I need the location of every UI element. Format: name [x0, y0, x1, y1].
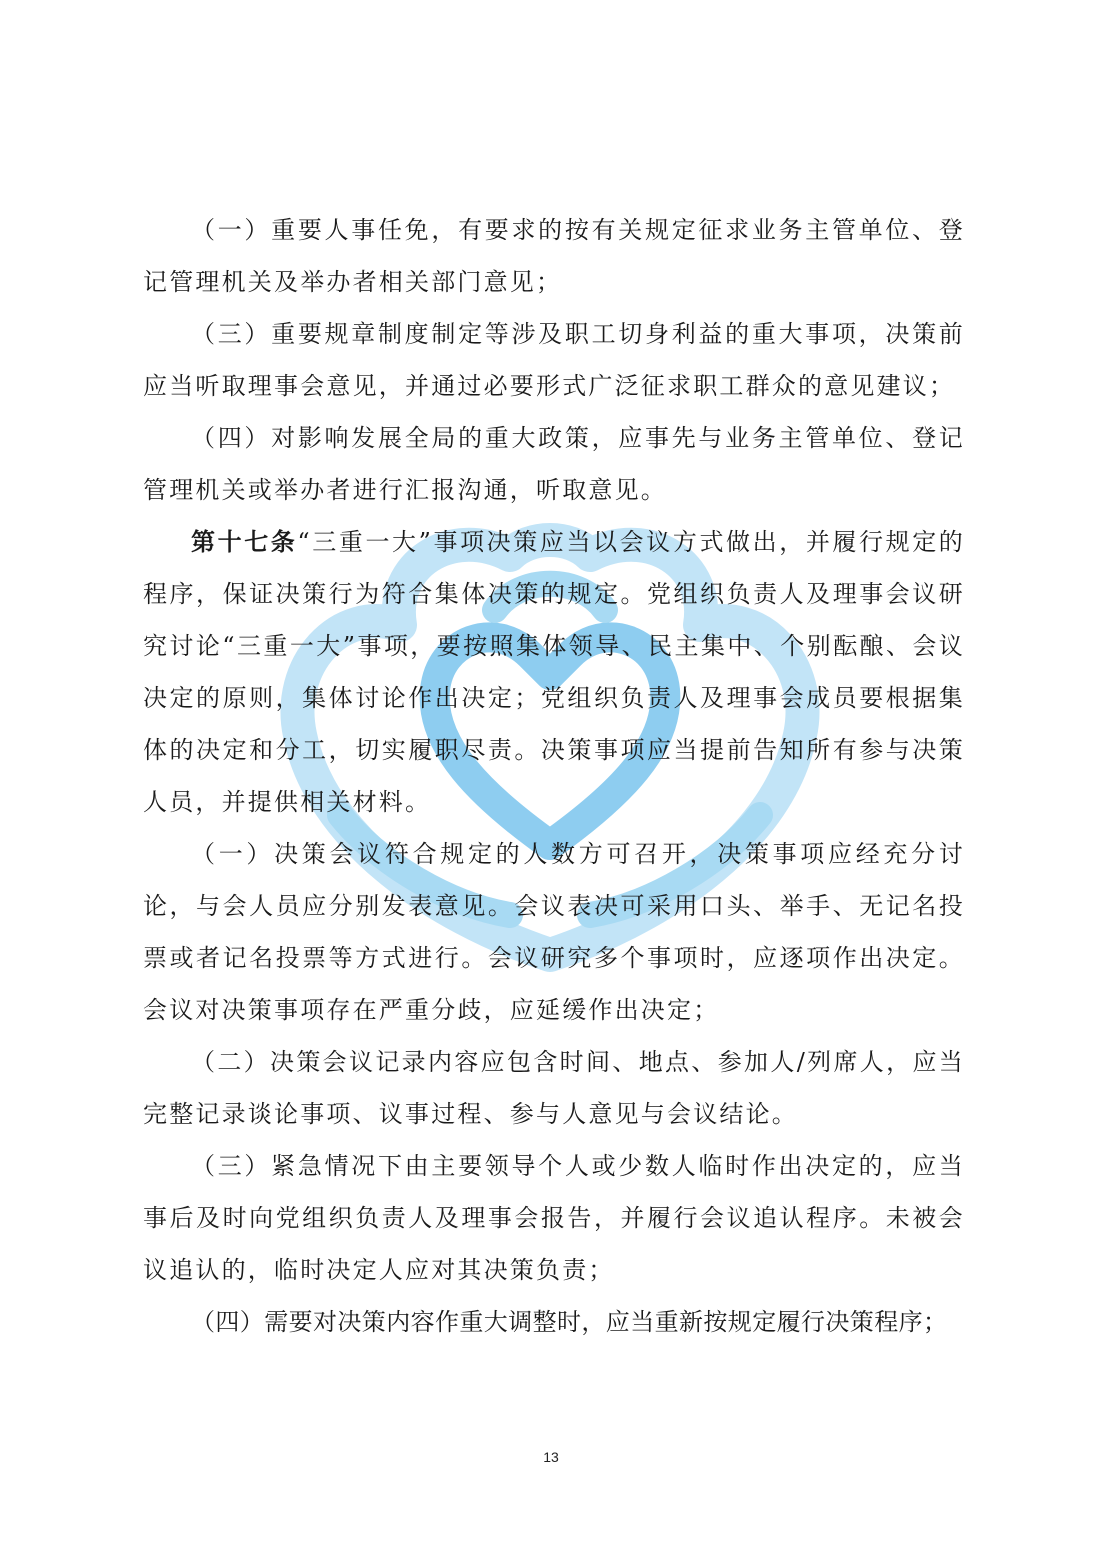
paragraph-text: （四）对影响发展全局的重大政策，应事先与业务主管单位、登记管理机关或举办者进行汇报沟通，听取意见。 — [143, 424, 965, 504]
paragraph-article-17 — [143, 516, 965, 828]
paragraph-emergency-item — [143, 1140, 965, 1296]
paragraph-regulation-item — [143, 308, 965, 412]
paragraph-appointment-item — [143, 204, 965, 308]
paragraph-text: （一）决策会议符合规定的人数方可召开，决策事项应经充分讨论，与会人员应分别发表意见。会议表决可采用口头、举手、无记名投票或者记名投票等方式进行。会议研究多个事项时，应逐项作出决定。会议对决策事项存在严重分歧，应延缓作出决定； — [143, 840, 965, 1024]
article-heading: 第十七条 — [191, 527, 298, 556]
paragraph-text: “三重一大”事项决策应当以会议方式做出，并履行规定的程序，保证决策行为符合集体决策的规定。党组织负责人及理事会议研究讨论“三重一大”事项，要按照集体领导、民主集中、个别酝酿、会议决定的原则，集体讨论作出决定；党组织负责人及理事会成员要根据集体的决定和分工，切实履职尽责。决策事项应当提前告知所有参与决策人员，并提供相关材料。 — [143, 528, 965, 816]
page-number: 13 — [543, 1449, 559, 1465]
paragraph-text: （三）重要规章制度制定等涉及职工切身利益的重大事项，决策前应当听取理事会意见，并通过必要形式广泛征求职工群众的意见建议； — [143, 320, 965, 400]
paragraph-adjustment-item — [143, 1296, 965, 1348]
document-body — [143, 204, 965, 1348]
paragraph-meeting-quorum-item — [143, 828, 965, 1036]
paragraph-text: （三）紧急情况下由主要领导个人或少数人临时作出决定的，应当事后及时向党组织负责人及理事会报告，并履行会议追认程序。未被会议追认的，临时决定人应对其决策负责； — [143, 1152, 965, 1284]
paragraph-policy-item — [143, 412, 965, 516]
paragraph-text: （二）决策会议记录内容应包含时间、地点、参加人/列席人，应当完整记录谈论事项、议事过程、参与人意见与会议结论。 — [143, 1048, 965, 1128]
paragraph-text: （一）重要人事任免，有要求的按有关规定征求业务主管单位、登记管理机关及举办者相关部门意见； — [143, 216, 965, 296]
paragraph-text: （四）需要对决策内容作重大调整时，应当重新按规定履行决策程序； — [191, 1308, 948, 1336]
paragraph-meeting-record-item — [143, 1036, 965, 1140]
